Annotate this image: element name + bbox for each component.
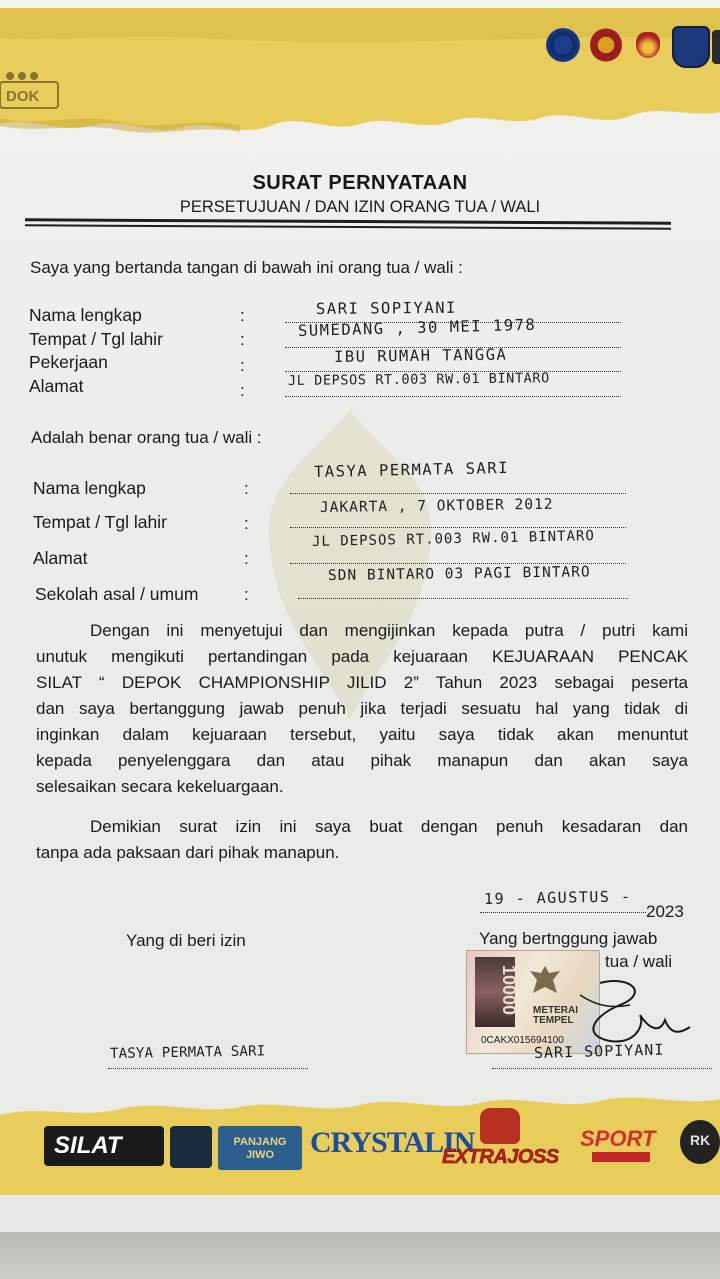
sponsor-rk	[680, 1120, 720, 1164]
consent-line: kepada penyelenggara dan atau pihak manapun dan akan saya	[36, 751, 688, 770]
parent-job-colon: :	[240, 356, 245, 375]
parent-birth-colon: :	[240, 330, 245, 349]
flame-logo-icon	[636, 32, 660, 58]
child-name-colon: :	[244, 479, 249, 498]
sponsor-crystalin: CRYSTALIN	[310, 1126, 475, 1159]
parent-job-value: IBU RUMAH TANGGA	[333, 345, 508, 366]
sponsor-extrajoss	[442, 1120, 564, 1172]
surface-edge	[0, 1232, 720, 1279]
parent-address-value: JL DEPSOS RT.003 RW.01 BINTARO	[287, 370, 550, 389]
consent-line: selesaikan secara kekeluargaan.	[36, 777, 284, 796]
city-logo-icon	[672, 26, 710, 68]
consent-line: dan saya bertanggung jawab penuh jika terjadi sesuatu hal yang tidak di	[36, 699, 688, 718]
sponsor-emblem-icon	[170, 1126, 212, 1168]
date-line	[480, 912, 646, 913]
sponsor-sport-label: SPORT	[580, 1126, 656, 1151]
svg-text:DOK: DOK	[6, 88, 40, 105]
child-birth-value: JAKARTA , 7 OKTOBER 2012	[319, 496, 554, 516]
sponsor-sport	[576, 1126, 668, 1166]
province-logo-icon	[590, 28, 622, 62]
sponsor-rk-label: RK	[690, 1132, 711, 1148]
child-intro-text: Adalah benar orang tua / wali :	[31, 428, 262, 447]
signer-right-label-2: tua / wali	[605, 952, 673, 971]
parent-signature-line	[492, 1068, 712, 1069]
signer-right-label: Yang bertnggung jawab	[479, 929, 658, 948]
parent-address-line	[285, 396, 621, 397]
child-signature-name: TASYA PERMATA SARI	[109, 1043, 266, 1062]
meterai-code: 0CAKX015694100	[481, 1035, 564, 1046]
parent-name-value: SARI SOPIYANI	[315, 298, 457, 318]
header-banner	[0, 0, 720, 140]
fist-icon	[480, 1108, 520, 1144]
title-rule-thin	[25, 224, 671, 229]
child-name-label: Nama lengkap	[33, 478, 146, 498]
signer-left-label: Yang di beri izin	[126, 931, 246, 950]
child-birth-colon: :	[244, 514, 249, 533]
parent-name-label: Nama lengkap	[29, 305, 142, 325]
document-subtitle: PERSETUJUAN / DAN IZIN ORANG TUA / WALI	[179, 198, 541, 216]
closing-paragraph	[36, 814, 688, 866]
child-address-value: JL DEPSOS RT.003 RW.01 BINTARO	[311, 528, 595, 550]
meterai-label: METERAI TEMPEL	[533, 1005, 578, 1026]
child-school-value: SDN BINTARO 03 PAGI BINTARO	[327, 564, 591, 584]
consent-paragraph	[36, 618, 688, 800]
closing-line: tanpa ada paksaan dari pihak manapun.	[36, 843, 340, 862]
consent-line: SILAT “ DEPOK CHAMPIONSHIP JILID 2” Tahun 2023 sebagai peserta	[36, 673, 688, 692]
sponsor-extrajoss-label: EXTRAJOSS	[442, 1146, 559, 1168]
closing-line: Demikian surat izin ini saya buat dengan penuh kesadaran dan	[90, 817, 688, 836]
parent-address-label: Alamat	[29, 376, 84, 396]
consent-line: Dengan ini menyetujui dan mengijinkan kepada putra / putri kami	[90, 621, 688, 640]
date-handwritten: 19 - AGUSTUS -	[483, 887, 632, 908]
intro-text: Saya yang bertanda tangan di bawah ini orang tua / wali :	[30, 258, 463, 277]
parent-signature-name: SARI SOPIYANI	[533, 1040, 665, 1062]
parent-signature	[540, 975, 700, 1050]
parent-name-colon: :	[240, 306, 245, 325]
sponsor-silat-label: SILAT	[54, 1132, 122, 1159]
child-address-label: Alamat	[33, 548, 88, 568]
child-school-line	[298, 598, 628, 599]
child-name-value: TASYA PERMATA SARI	[313, 458, 510, 481]
event-logo	[0, 68, 60, 112]
consent-line: inginkan dalam kejuaraan tersebut, yaitu saya tidak akan menuntut	[36, 725, 688, 744]
child-signature-line	[108, 1068, 308, 1069]
child-address-colon: :	[244, 549, 249, 568]
child-name-line	[290, 493, 626, 494]
meterai-value: 10000	[499, 965, 519, 1016]
sponsor-panjang-label: PANJANG JIWO	[233, 1136, 287, 1161]
date-year: 2023	[646, 902, 684, 921]
parent-birth-label: Tempat / Tgl lahir	[29, 329, 163, 349]
document-title: SURAT PERNYATAAN	[252, 172, 468, 194]
consent-line: unutuk mengikuti pertandingan pada kejuaraan KEJUARAAN PENCAK	[36, 647, 688, 666]
ministry-logo-icon	[546, 28, 580, 62]
title-rule-thick	[25, 218, 671, 224]
parent-address-colon: :	[240, 381, 245, 400]
parent-birth-value: SUMEDANG , 30 MEI 1978	[297, 315, 537, 340]
sponsor-sport-bar	[592, 1152, 650, 1162]
sponsor-row	[0, 1120, 720, 1180]
extra-logo-icon	[712, 30, 720, 64]
sponsor-panjang-jiwo	[218, 1126, 302, 1170]
child-school-colon: :	[244, 585, 249, 604]
child-school-label: Sekolah asal / umum	[35, 584, 199, 604]
parent-job-label: Pekerjaan	[29, 352, 108, 372]
child-birth-label: Tempat / Tgl lahir	[33, 512, 167, 532]
sponsor-silat	[44, 1126, 164, 1166]
